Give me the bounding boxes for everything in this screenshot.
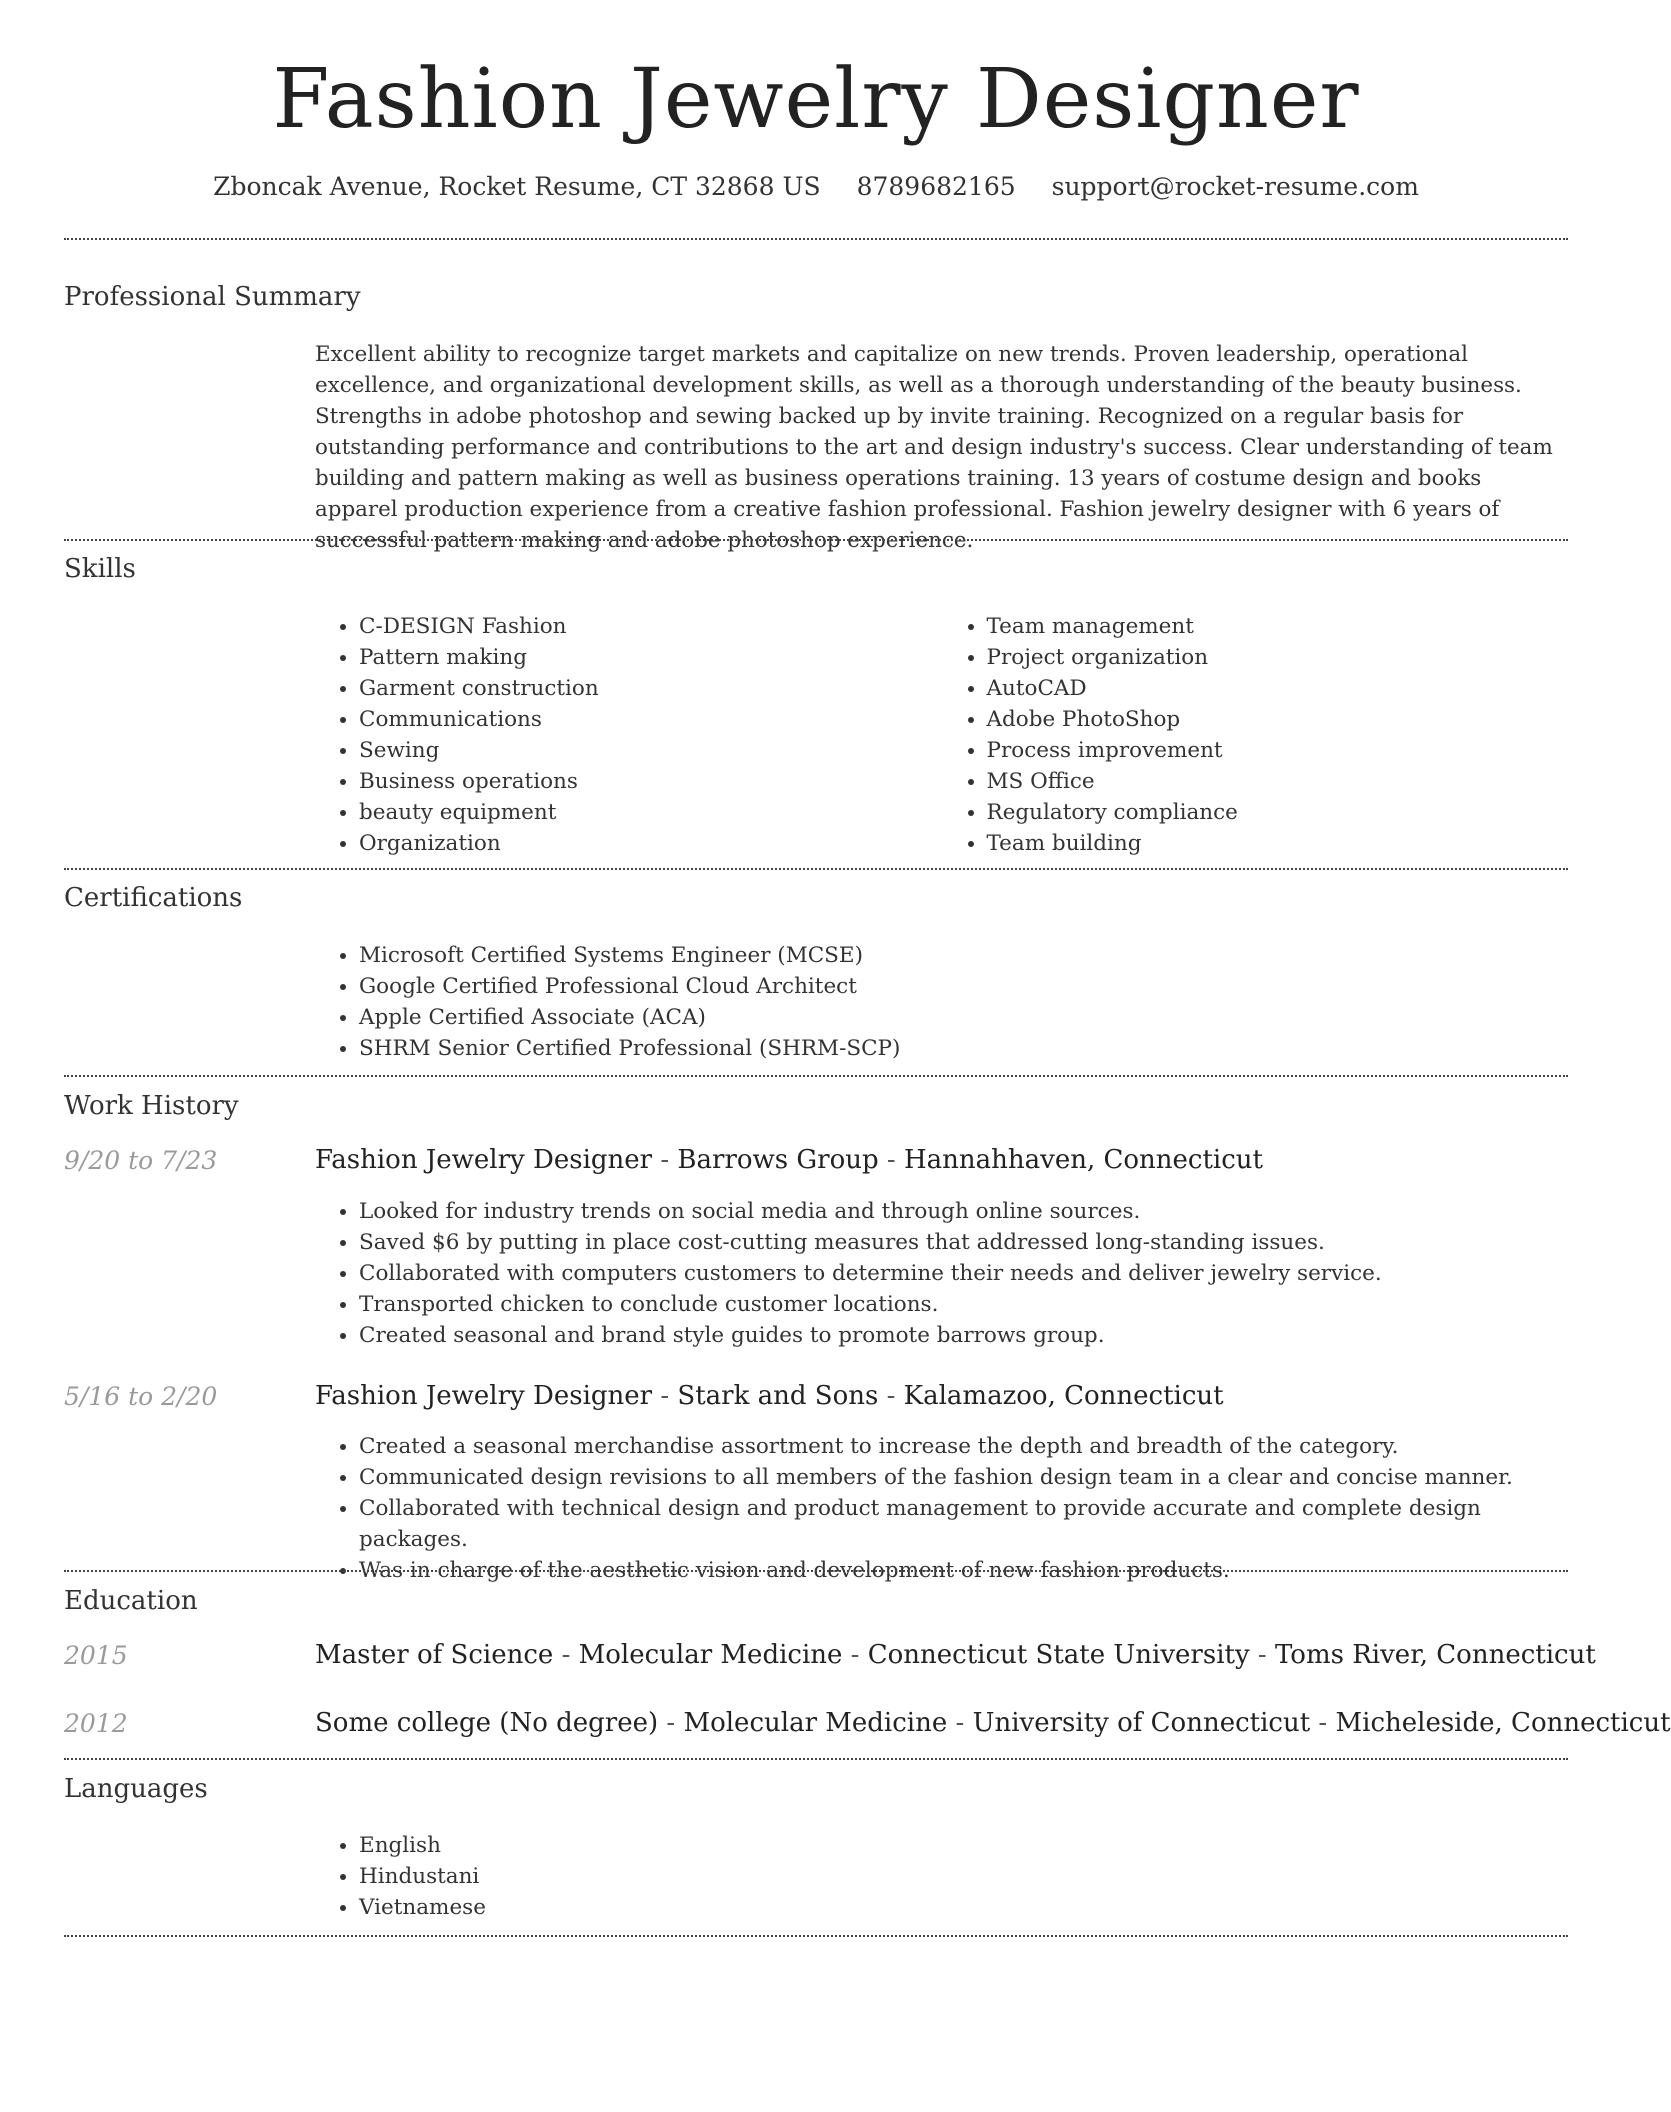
separator: -: [1310, 1708, 1336, 1738]
list-item: • Process improvement: [987, 735, 1571, 766]
education-school: Connecticut State University: [867, 1640, 1250, 1670]
list-item: • Vietnamese: [359, 1892, 1570, 1923]
education-location: Toms River, Connecticut: [1274, 1640, 1596, 1670]
education-school: University of Connecticut: [972, 1708, 1311, 1738]
separator: -: [878, 1145, 904, 1175]
skills-list: [315, 611, 1570, 859]
list-item: • Collaborated with technical design and product management to provide accurate and complete design packages.: [359, 1493, 1570, 1555]
list-item: • Communicated design revisions to all members of the fashion design team in a clear and concise manner.: [359, 1462, 1570, 1493]
contact-line: [0, 172, 1632, 201]
section-title-languages: Languages: [64, 1774, 208, 1804]
section-divider: [64, 1935, 1568, 1937]
separator: -: [1249, 1640, 1275, 1670]
section-title-education: Education: [64, 1586, 198, 1616]
section-divider: [64, 1570, 1568, 1572]
list-item: • English: [359, 1830, 1570, 1861]
list-item: • beauty equipment: [359, 797, 943, 828]
education-year: 2015: [64, 1641, 128, 1670]
list-item: • Transported chicken to conclude customer locations.: [359, 1289, 1570, 1320]
section-divider: [64, 539, 1568, 541]
job-dates: 5/16 to 2/20: [64, 1382, 218, 1411]
education-year: 2012: [64, 1709, 128, 1738]
list-item: • Looked for industry trends on social media and through online sources.: [359, 1196, 1570, 1227]
separator: -: [553, 1640, 579, 1670]
list-item: • Apple Certified Associate (ACA): [359, 1002, 1570, 1033]
languages-list: [315, 1830, 1570, 1923]
summary-text: Excellent ability to recognize target markets and capitalize on new trends. Proven leadership, operational excellence, and organizational development skills, as well as a thorough understanding of the beauty business. Strengths in adobe photoshop and sewing backed up by invite training. Recognized on a regular basis for outstanding performance and contributions to the art and design industry's success. Clear understanding of team building and pattern making as well as business operations training. 13 years of costume design and books apparel production experience from a creative fashion professional. Fashion jewelry designer with 6 years of successful pattern making and adobe photoshop experience.: [315, 342, 1553, 553]
candidate-name: Fashion Jewelry Designer: [272, 52, 1360, 147]
list-item: • Created a seasonal merchandise assortment to increase the depth and breadth of the category.: [359, 1431, 1570, 1462]
list-item: • Sewing: [359, 735, 943, 766]
education-field: Molecular Medicine: [683, 1708, 948, 1738]
education-field: Molecular Medicine: [578, 1640, 843, 1670]
job-heading: [315, 1381, 1224, 1411]
list-item: • Saved $6 by putting in place cost-cutting measures that addressed long-standing issues.: [359, 1227, 1570, 1258]
list-item: • Adobe PhotoShop: [987, 704, 1571, 735]
job-bullets: [315, 1431, 1570, 1586]
separator: -: [658, 1708, 684, 1738]
list-item: • Communications: [359, 704, 943, 735]
job-location: Hannahhaven, Connecticut: [903, 1145, 1263, 1175]
section-divider: [64, 1075, 1568, 1077]
list-item: • C-DESIGN Fashion: [359, 611, 943, 642]
list-item: • Team building: [987, 828, 1571, 859]
education-degree: Master of Science: [315, 1640, 554, 1670]
job-company: Barrows Group: [677, 1145, 879, 1175]
education-degree: Some college (No degree): [315, 1708, 659, 1738]
separator: -: [947, 1708, 973, 1738]
separator: -: [652, 1145, 678, 1175]
list-item: • AutoCAD: [987, 673, 1571, 704]
job-bullets: [315, 1196, 1570, 1351]
list-item: • MS Office: [987, 766, 1571, 797]
list-item: • Business operations: [359, 766, 943, 797]
job-company: Stark and Sons: [677, 1381, 879, 1411]
list-item: • Garment construction: [359, 673, 943, 704]
list-item: • Project organization: [987, 642, 1571, 673]
education-heading: [315, 1640, 1596, 1670]
list-item: • Microsoft Certified Systems Engineer (MCSE): [359, 940, 1570, 971]
section-divider: [64, 238, 1568, 240]
separator: -: [842, 1640, 868, 1670]
job-role: Fashion Jewelry Designer: [315, 1145, 653, 1175]
job-location: Kalamazoo, Connecticut: [903, 1381, 1224, 1411]
contact-email: support@rocket-resume.com: [1051, 172, 1419, 201]
section-title-summary: Professional Summary: [64, 282, 361, 312]
job-dates: 9/20 to 7/23: [64, 1146, 218, 1175]
section-divider: [64, 1758, 1568, 1760]
list-item: • Collaborated with computers customers to determine their needs and deliver jewelry service.: [359, 1258, 1570, 1289]
skills-column-right: [943, 611, 1571, 859]
education-heading: [315, 1708, 1671, 1738]
separator: -: [652, 1381, 678, 1411]
list-item: • Regulatory compliance: [987, 797, 1571, 828]
list-item: • Hindustani: [359, 1861, 1570, 1892]
contact-address: Zboncak Avenue, Rocket Resume, CT 32868 US: [213, 172, 821, 201]
list-item: • Pattern making: [359, 642, 943, 673]
list-item: • Team management: [987, 611, 1571, 642]
section-divider: [64, 868, 1568, 870]
contact-phone: 8789682165: [856, 172, 1016, 201]
education-location: Micheleside, Connecticut: [1335, 1708, 1671, 1738]
resume-header: [0, 0, 1632, 201]
job-heading: [315, 1145, 1263, 1175]
certifications-list: [315, 940, 1570, 1064]
list-item: • Created seasonal and brand style guides to promote barrows group.: [359, 1320, 1570, 1351]
section-title-skills: Skills: [64, 554, 136, 584]
section-title-certifications: Certifications: [64, 883, 243, 913]
separator: -: [878, 1381, 904, 1411]
job-role: Fashion Jewelry Designer: [315, 1381, 653, 1411]
list-item: • SHRM Senior Certified Professional (SHRM-SCP): [359, 1033, 1570, 1064]
skills-column-left: [315, 611, 943, 859]
list-item: • Organization: [359, 828, 943, 859]
list-item: • Google Certified Professional Cloud Architect: [359, 971, 1570, 1002]
section-title-work-history: Work History: [64, 1091, 239, 1121]
list-item: • Was in charge of the aesthetic vision and development of new fashion products.: [359, 1555, 1570, 1586]
